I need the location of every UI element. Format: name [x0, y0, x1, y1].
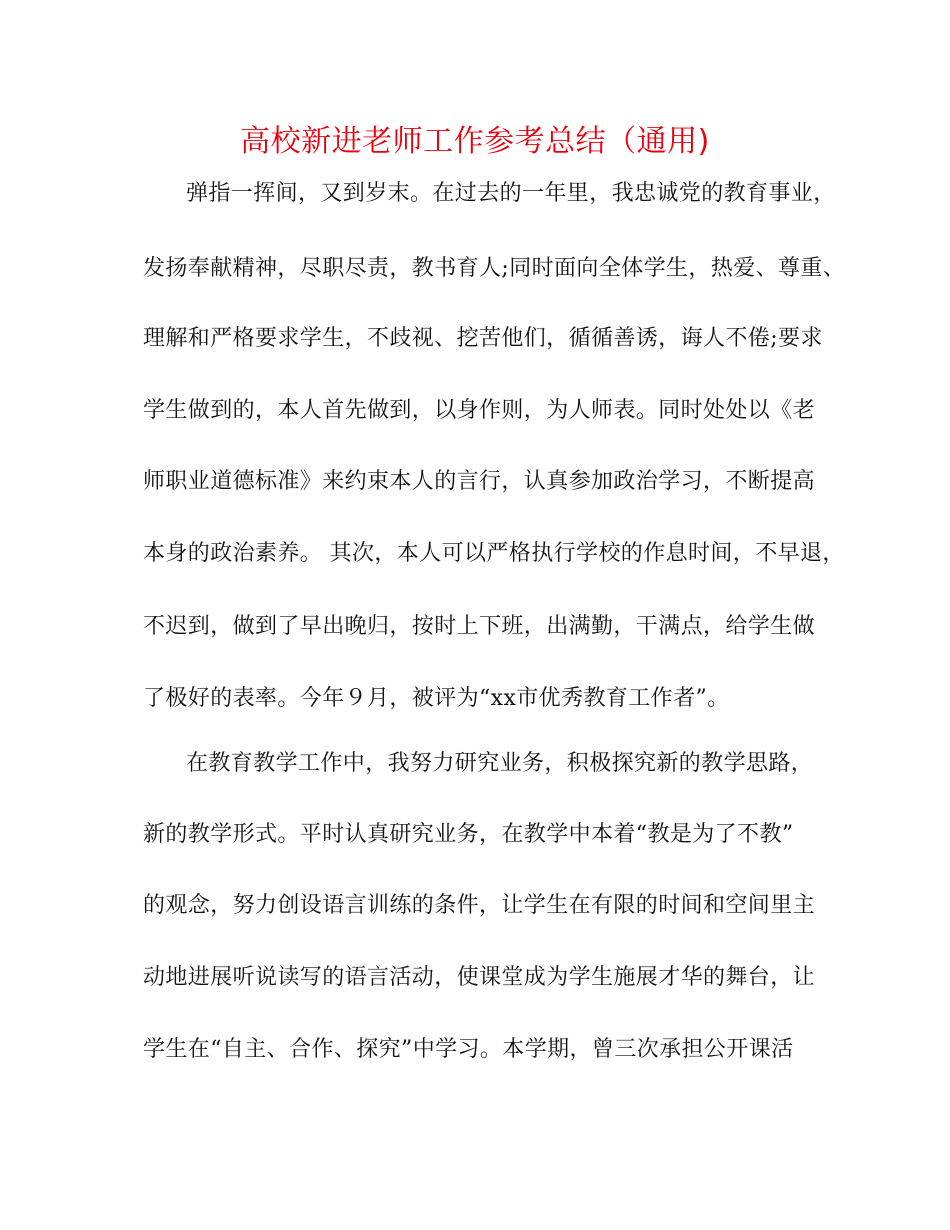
paragraph-line: 动地进展听说读写的语言活动，使课堂成为学生施展才华的舞台，让 — [143, 965, 816, 990]
paragraph-line: 了极好的表率。今年９月，被评为“xx市优秀教育工作者”。 — [143, 686, 730, 711]
paragraph-line: 学生在“自主、合作、探究”中学习。本学期，曾三次承担公开课活 — [143, 1037, 794, 1062]
paragraph-line: 理解和严格要求学生，不歧视、挖苦他们，循循善诱，诲人不倦;要求 — [143, 326, 823, 351]
paragraph-line: 弹指一挥间，又到岁末。在过去的一年里，我忠诚党的教育事业， — [186, 181, 836, 206]
document-title: 高校新进老师工作参考总结（通用) — [240, 124, 710, 159]
paragraph-line: 不迟到，做到了早出晚归，按时上下班，出满勤，干满点，给学生做 — [143, 614, 816, 639]
paragraph-line: 的观念，努力创设语言训练的条件，让学生在有限的时间和空间里主 — [143, 893, 816, 918]
paragraph-line: 学生做到的，本人首先做到，以身作则，为人师表。同时处处以《老 — [143, 398, 816, 423]
paragraph-line: 在教育教学工作中，我努力研究业务，积极探究新的教学思路， — [186, 751, 814, 776]
paragraph-line: 新的教学形式。平时认真研究业务，在教学中本着“教是为了不教” — [143, 822, 794, 847]
paragraph-line: 发扬奉献精神，尽职尽责，教书育人;同时面向全体学生，热爱、尊重、 — [143, 256, 846, 281]
paragraph-line: 师职业道德标准》来约束本人的言行，认真参加政治学习，不断提高 — [143, 469, 816, 494]
paragraph-line: 本身的政治素养。 其次，本人可以严格执行学校的作息时间，不早退， — [143, 541, 845, 566]
